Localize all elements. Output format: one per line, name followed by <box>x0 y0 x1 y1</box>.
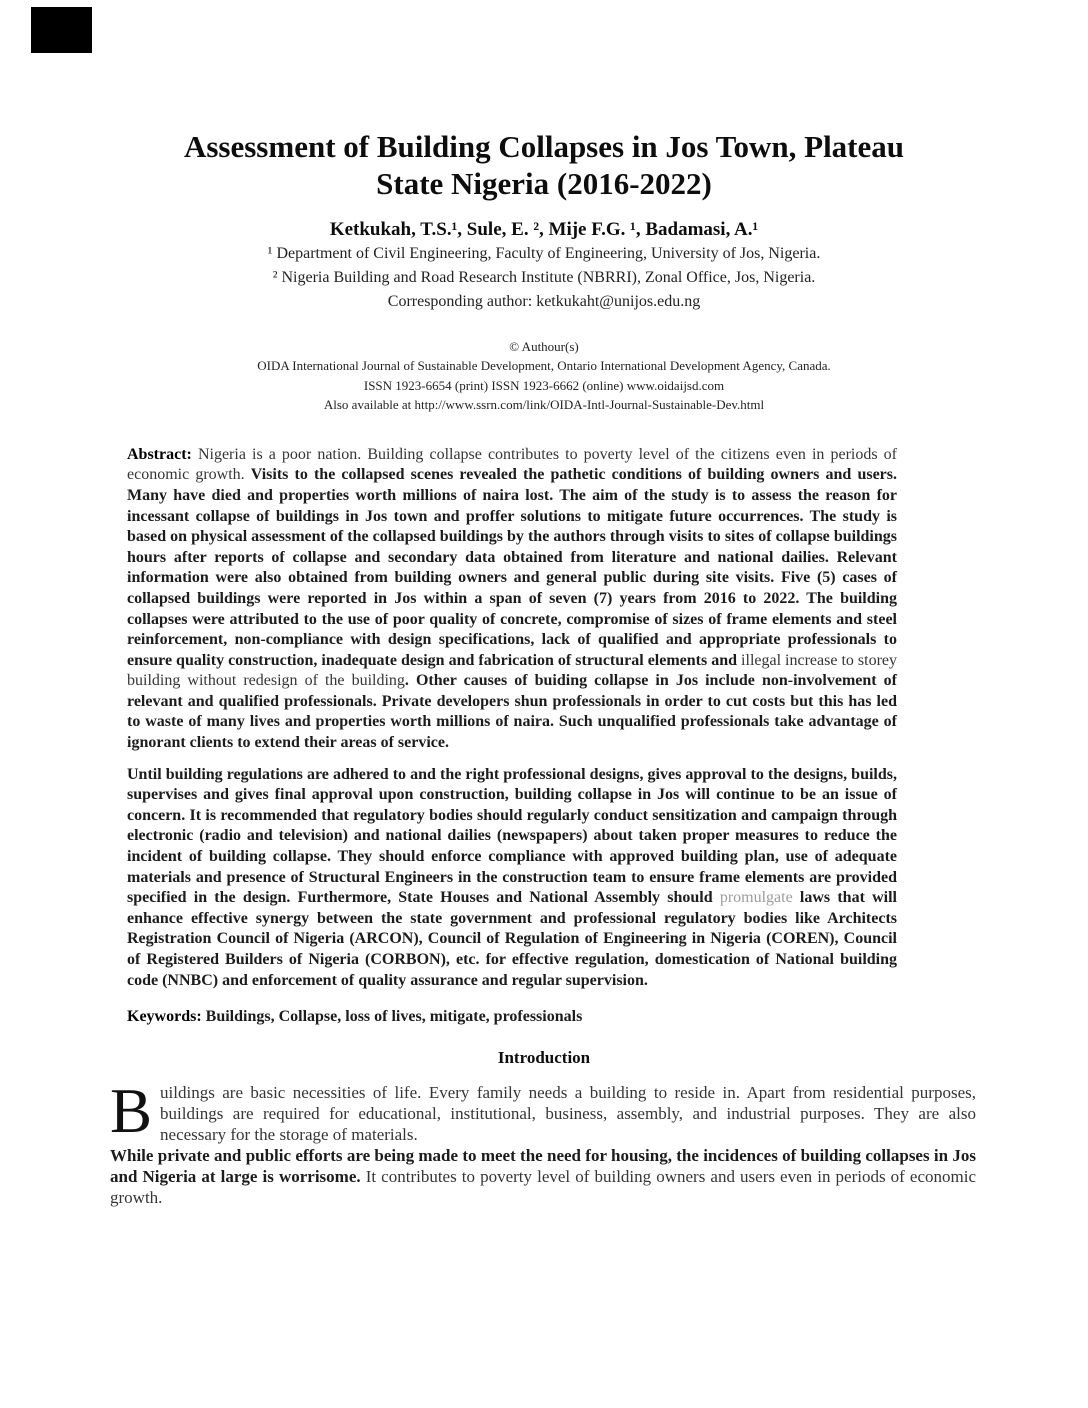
corresponding-author: Corresponding author: ketkukaht@unijos.edu.ng <box>387 292 701 310</box>
keywords-line <box>127 1007 897 1028</box>
availability-line: Also available at http://www.ssrn.com/link/OIDA-Intl-Journal-Sustainable-Dev.html <box>323 397 765 413</box>
text-segment: Until building regulations are adhered to and the right professional designs, gives approval to the designs, builds, supervises and gives final approval upon construction, building collapse in Jos will continue to be an issue of concern. It is recommended that regulatory bodies should regularly conduct sensitization and campaign through electronic (radio and television) and national dailies (newspapers) about taken proper measures to reduce the incident of building collapse. They should enforce compliance with approved building plan, use of adequate materials and presence of Structural Engineers in the construction team to ensure frame elements are provided specified in the design. Furthermore, State Houses and National Assembly should <box>127 765 897 907</box>
affiliation-2: ² Nigeria Building and Road Research Institute (NBRRI), Zonal Office, Jos, Nigeria. <box>272 269 816 287</box>
abstract-paragraph-1 <box>127 445 897 754</box>
text-segment: illegal increase to storey building without redesign of the building <box>127 651 898 690</box>
introduction-section <box>110 1075 976 1208</box>
introduction-paragraph-1 <box>110 1075 976 1146</box>
copyright-line: © Authour(s) <box>509 338 579 354</box>
text-segment: . Other causes of buiding collapse in Jos include non-involvement of relevant and qualified professionals. Private developers shun professionals in order to cut costs but this has led to waste of many lives and properties worth millions of naira. Such unqualified professionals take advantage of ignorant clients to extend their areas of service. <box>127 672 898 752</box>
journal-imprint <box>0 337 1088 415</box>
introduction-paragraph-1-text <box>160 1083 976 1144</box>
text-segment: Visits to the collapsed scenes revealed the pathetic conditions of building owners and users. Many have died and properties worth millions of naira lost. The aim of the study is to assess the reason for incessant collapse of buildings in Jos town and proffer solutions to mitigate future occurrences. The study is based on physical assessment of the collapsed buildings by the authors through visits to sites of collapse buildings hours after reports of collapse and secondary data obtained from literature and national dailies. Relevant information were also obtained from building owners and general public during site visits. Five (5) cases of collapsed buildings were reported in Jos within a span of seven (7) years from 2016 to 2022. The building collapses were attributed to the use of poor quality of concrete, compromise of sizes of frame elements and steel reinforcement, non-compliance with design specifications, lack of qualified and appropriate professionals to ensure quality construction, inadequate design and fabrication of structural elements and <box>127 466 897 669</box>
paper-header <box>0 0 1088 415</box>
text-segment: Abstract: <box>127 445 198 463</box>
text-segment: Buildings, Collapse, loss of lives, mitigate, professionals <box>205 1008 583 1026</box>
text-segment: While private and public efforts are being made to meet the need for housing, the incidences of building collapses in Jos and Nigeria at large is worrisome. <box>110 1145 976 1186</box>
text-segment: Nigeria is a poor nation. Building collapse contributes to poverty level of the citizens even in periods of economic growth. <box>127 445 898 484</box>
introduction-paragraph-2 <box>110 1145 976 1208</box>
drop-cap: B <box>110 1075 153 1146</box>
affiliation-1: ¹ Department of Civil Engineering, Faculty of Engineering, University of Jos, Nigeria. <box>267 245 821 263</box>
text-segment: promulgate <box>719 889 793 907</box>
text-segment: It contributes to poverty level of building owners and users even in periods of economic growth. <box>110 1166 976 1207</box>
journal-name-line: OIDA International Journal of Sustainable Development, Ontario International Development Agency, Canada. <box>257 358 831 374</box>
authors-line: Ketkukah, T.S.¹, Sule, E. ², Mije F.G. ¹, Badamasi, A.¹ <box>329 219 759 241</box>
abstract-section <box>127 445 897 1028</box>
text-segment: laws that will enhance effective synergy between the state government and professional regulatory bodies like Architects Registration Council of Nigeria (ARCON), Council of Regulation of Engineering in Nigeria (COREN), Council of Registered Builders of Nigeria (CORBON), etc. for effective regulation, domestication of National building code (NNBC) and enforcement of quality assurance and regular supervision. <box>127 889 898 989</box>
text-segment: Keywords: <box>127 1008 206 1026</box>
issn-line: ISSN 1923-6654 (print) ISSN 1923-6662 (online) www.oidaijsd.com <box>363 377 725 393</box>
abstract-paragraph-2 <box>127 765 897 992</box>
page-title: Assessment of Building Collapses in Jos Town, Plateau State Nigeria (2016-2022) <box>183 129 905 202</box>
introduction-heading: Introduction <box>497 1047 591 1067</box>
scan-artifact-box <box>31 7 92 53</box>
text-segment: uildings are basic necessities of life. Every family needs a building to reside in. Apart from residential purposes, buildings are required for educational, institutional, business, assembly, and industrial purposes. They are also necessary for the storage of materials. <box>160 1082 976 1144</box>
